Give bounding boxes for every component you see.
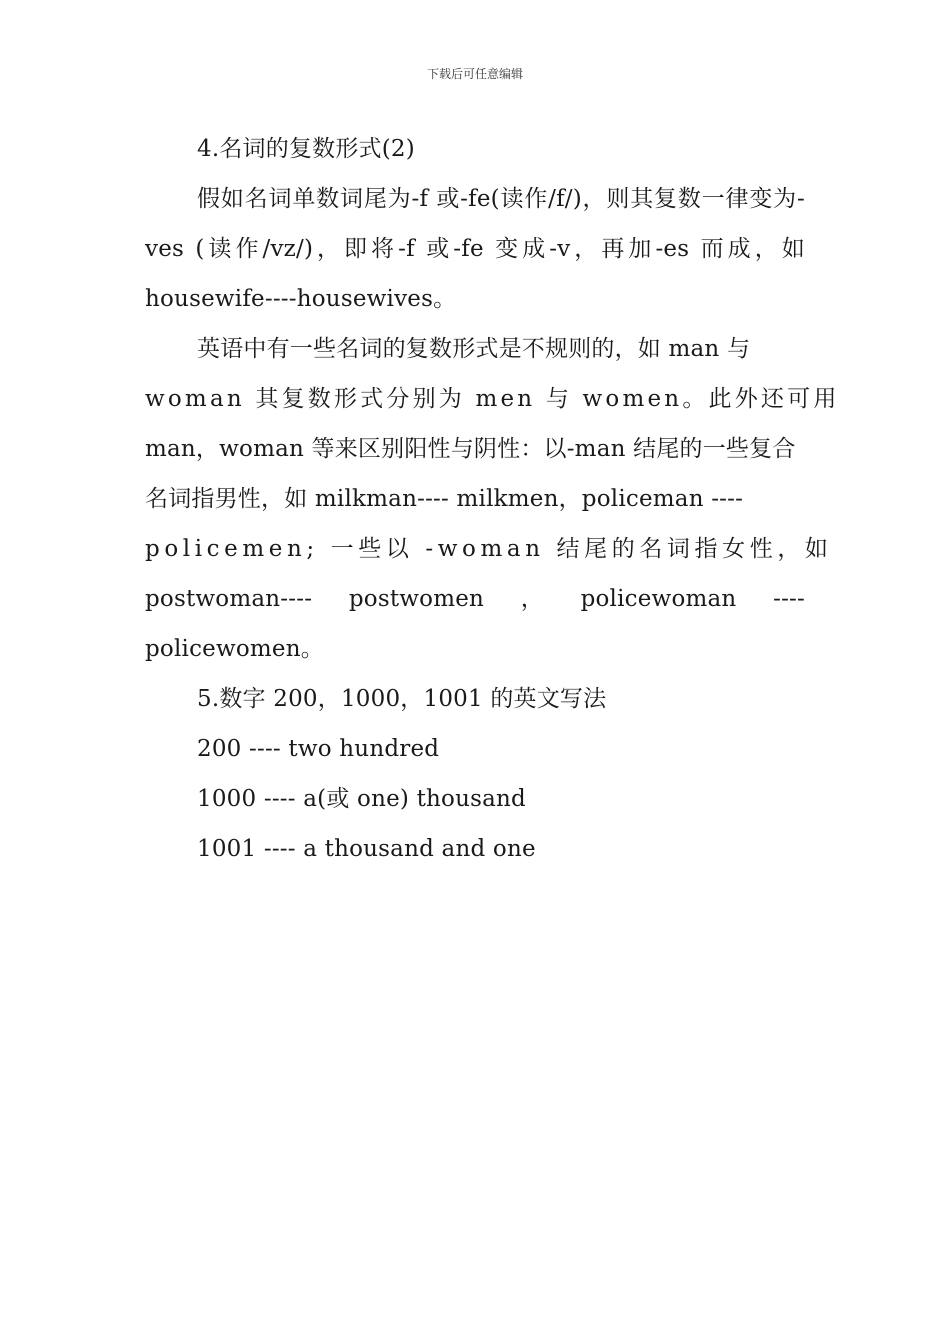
section-4-heading: 4.名词的复数形式(2) bbox=[197, 136, 415, 162]
paragraph-line: woman 其复数形式分别为 men 与 women。此外还可用 bbox=[145, 386, 840, 412]
number-example-1000: 1000 ---- a(或 one) thousand bbox=[197, 786, 526, 812]
section-5-heading: 5.数字 200，1000，1001 的英文写法 bbox=[197, 686, 607, 712]
paragraph-line: 名词指男性，如 milkman---- milkmen，policeman ---- bbox=[145, 486, 744, 512]
header-note: 下载后可任意编辑 bbox=[426, 67, 523, 81]
number-example-1001: 1001 ---- a thousand and one bbox=[197, 836, 536, 862]
number-example-200: 200 ---- two hundred bbox=[197, 736, 440, 762]
paragraph-line: policewomen。 bbox=[145, 636, 324, 662]
spread-word: policewoman bbox=[580, 586, 737, 612]
spread-word: ， bbox=[520, 586, 544, 612]
paragraph-line: 英语中有一些名词的复数形式是不规则的，如 man 与 bbox=[197, 336, 751, 362]
spread-word: postwomen bbox=[348, 586, 485, 612]
paragraph-line-spread bbox=[145, 574, 805, 624]
spread-word: ---- bbox=[773, 586, 805, 612]
paragraph-plural-f-fe: 假如名词单数词尾为-f 或-fe(读作/f/)，则其复数一律变为-ves (读作/vz/)，即将-f 或-fe 变成-v，再加-es 而成，如 housewife----housewives。 bbox=[145, 186, 805, 312]
spread-word: postwoman---- bbox=[145, 586, 313, 612]
document-body bbox=[145, 124, 840, 874]
paragraph-line: man，woman 等来区别阳性与阴性：以-man 结尾的一些复合 bbox=[145, 436, 796, 462]
paragraph-line: policemen; 一些以 -woman 结尾的名词指女性，如 bbox=[145, 536, 833, 562]
paragraph-irregular-plurals bbox=[145, 324, 840, 674]
